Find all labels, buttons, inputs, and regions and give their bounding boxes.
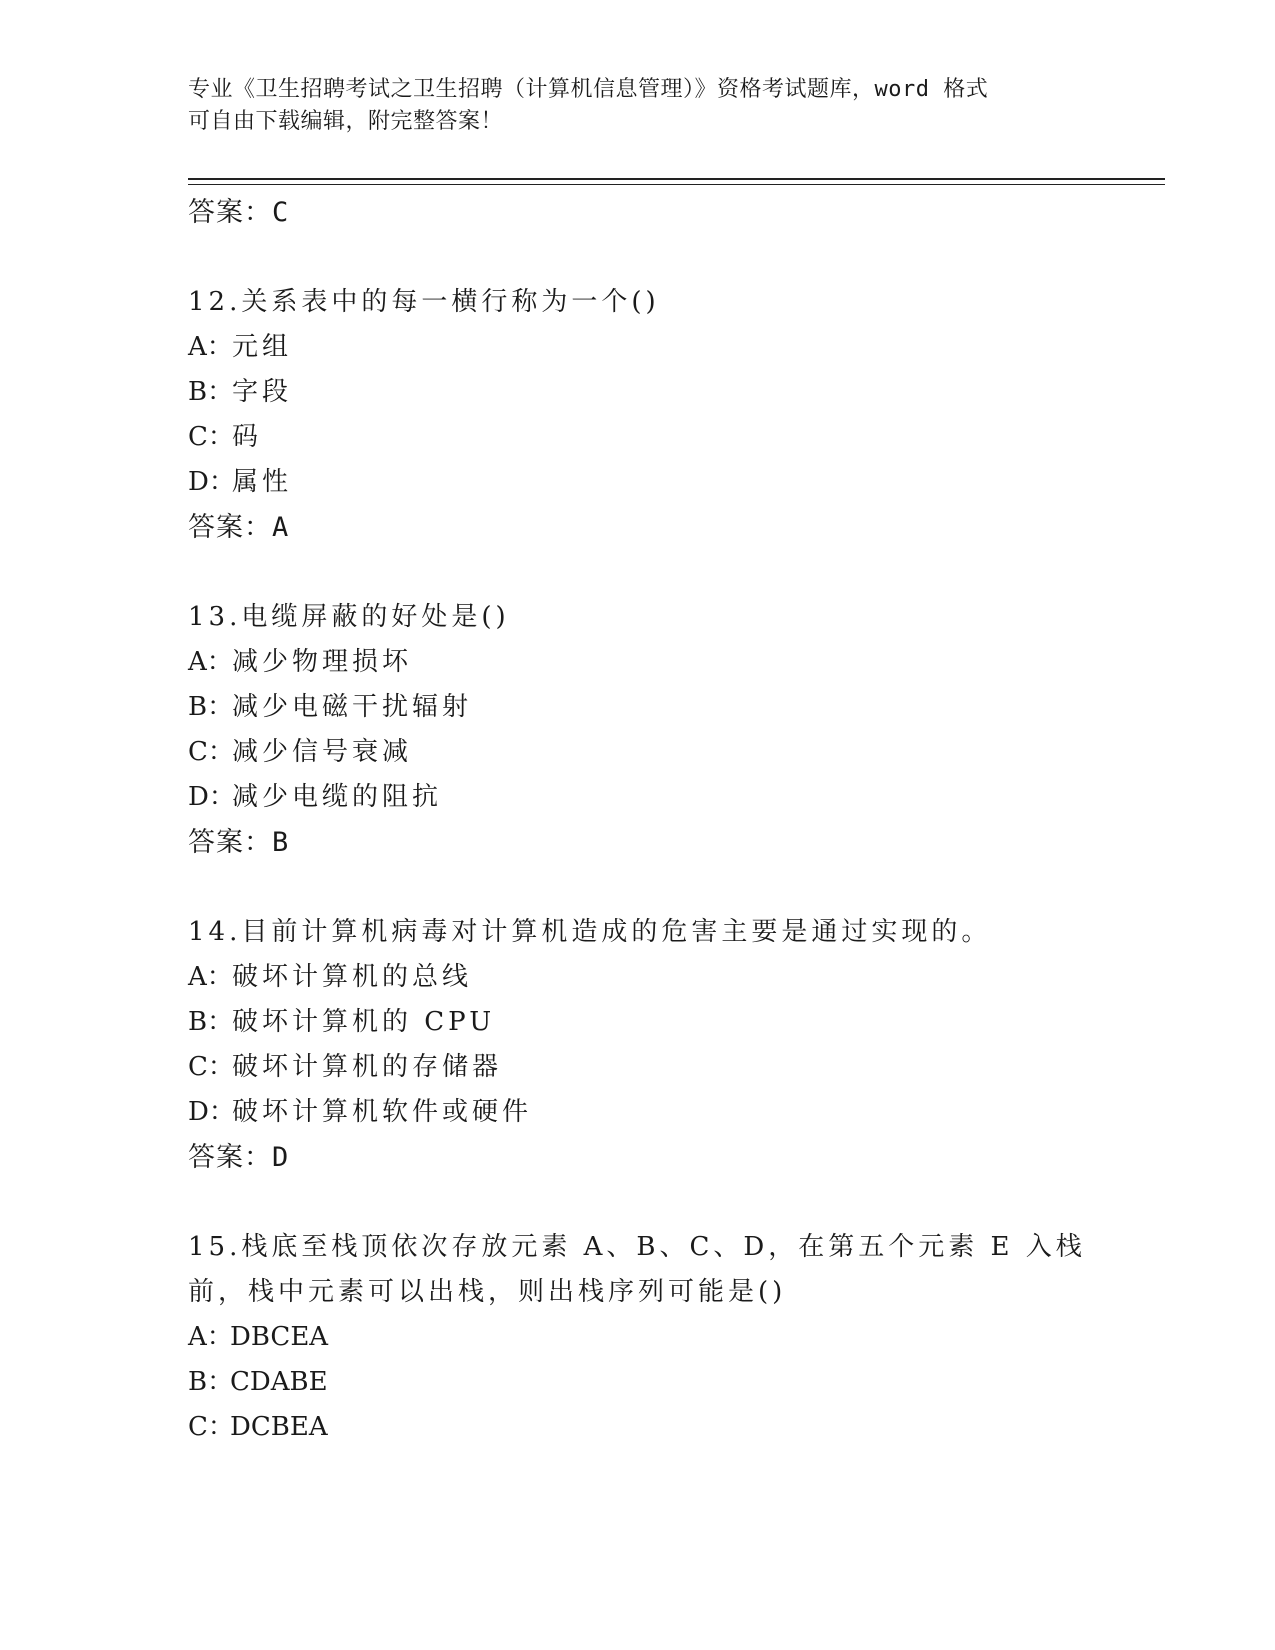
option-b [188, 370, 1168, 415]
option-c [188, 1045, 1168, 1090]
option-text: 属性 [232, 467, 293, 497]
option-b [188, 685, 1168, 730]
spacer [188, 1181, 1168, 1225]
question-list [188, 190, 1168, 1450]
header-line-1: 专业《卫生招聘考试之卫生招聘（计算机信息管理）》资格考试题库，word 格式 [188, 77, 989, 102]
option-a [188, 955, 1168, 1000]
option-b [188, 1000, 1168, 1045]
option-text: 破坏计算机的总线 [232, 962, 473, 992]
option-text: 元组 [232, 332, 293, 362]
option-label: B： [188, 1367, 234, 1397]
option-label: B： [188, 1007, 234, 1037]
option-text: 减少物理损坏 [232, 647, 413, 677]
option-label: A： [188, 962, 233, 992]
option-text: 字段 [232, 377, 293, 407]
question-block [188, 1225, 1168, 1450]
answer-line: 答案：D [188, 1142, 290, 1173]
question-block [188, 910, 1168, 1181]
option-a [188, 1315, 1168, 1360]
option-label: D： [188, 1097, 235, 1127]
option-text: 减少信号衰减 [232, 737, 413, 767]
question-text: 12.关系表中的每一横行称为一个() [188, 287, 660, 317]
option-a [188, 640, 1168, 685]
option-text: 破坏计算机的存储器 [232, 1052, 503, 1082]
spacer [188, 551, 1168, 595]
answer-line: 答案：C [188, 197, 290, 228]
spacer [188, 866, 1168, 910]
option-label: A： [188, 647, 233, 677]
option-c [188, 730, 1168, 775]
header-divider-thick [188, 178, 1165, 180]
answer-line: 答案：A [188, 512, 290, 543]
option-label: C： [188, 1052, 234, 1082]
option-a [188, 325, 1168, 370]
option-label: C： [188, 1412, 234, 1442]
option-c [188, 415, 1168, 460]
question-text: 13.电缆屏蔽的好处是() [188, 602, 510, 632]
option-label: B： [188, 692, 234, 722]
option-text: 减少电磁干扰辐射 [232, 692, 473, 722]
option-d [188, 460, 1168, 505]
question-block [188, 280, 1168, 551]
option-label: C： [188, 737, 234, 767]
option-b [188, 1360, 1168, 1405]
option-text: 破坏计算机软件或硬件 [232, 1097, 533, 1127]
question-text: 15.栈底至栈顶依次存放元素 A、B、C、D，在第五个元素 E 入栈前，栈中元素可以出栈，则出栈序列可能是() [188, 1232, 1086, 1307]
option-label: A： [188, 1322, 233, 1352]
option-text: 破坏计算机的 CPU [232, 1007, 496, 1037]
option-text: DCBEA [230, 1412, 328, 1442]
option-label: D： [188, 782, 235, 812]
option-c [188, 1405, 1168, 1450]
option-text: DBCEA [230, 1322, 329, 1352]
option-label: B： [188, 377, 234, 407]
option-text: 码 [232, 422, 263, 452]
option-text: 减少电缆的阻抗 [232, 782, 443, 812]
option-d [188, 1090, 1168, 1135]
spacer [188, 236, 1168, 280]
question-text: 14.目前计算机病毒对计算机造成的危害主要是通过实现的。 [188, 917, 992, 947]
option-label: C： [188, 422, 234, 452]
question-block [188, 595, 1168, 866]
option-d [188, 775, 1168, 820]
option-label: A： [188, 332, 233, 362]
option-label: D： [188, 467, 235, 497]
option-text: CDABE [230, 1367, 328, 1397]
document-header [188, 74, 1088, 138]
header-divider-thin [188, 184, 1165, 185]
header-line-2: 可自由下载编辑，附完整答案！ [188, 109, 504, 134]
answer-line: 答案：B [188, 827, 290, 858]
